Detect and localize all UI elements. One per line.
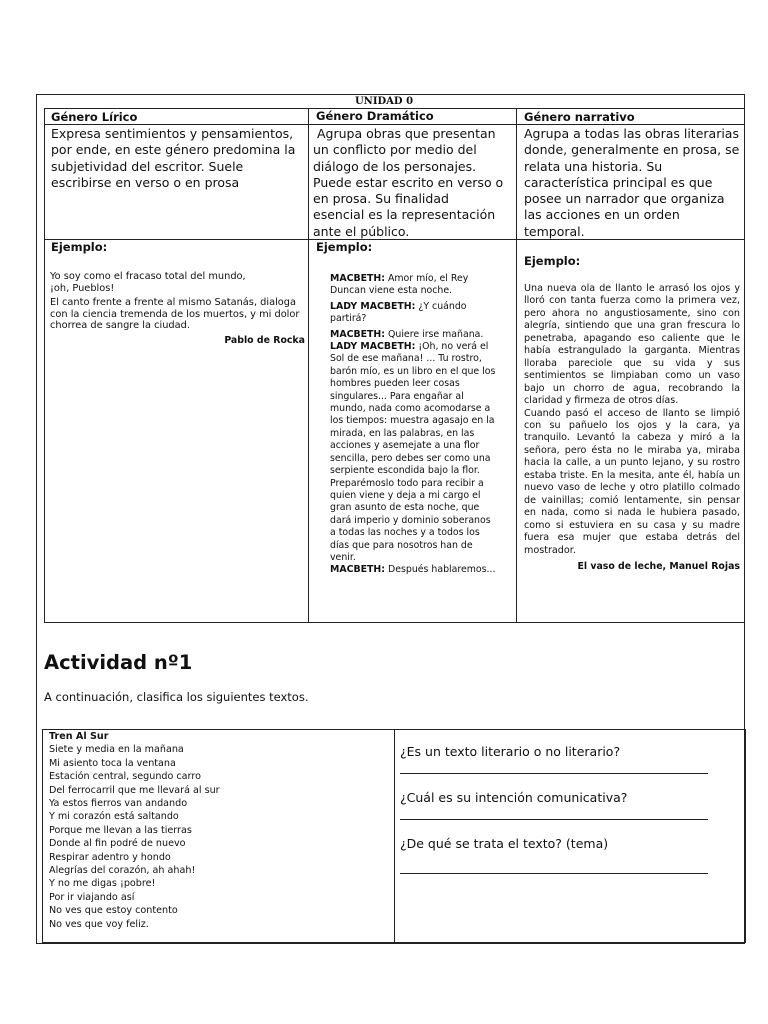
question-intention: ¿Cuál es su intención comunicativa? [400,790,628,805]
unit-title: UNIDAD 0 [354,96,414,107]
dialogue-speaker: MACBETH: [330,564,386,576]
lirico-signature: Pablo de Rocka [224,334,305,346]
poem-line: Del ferrocarril que me llevará al sur [49,784,220,796]
narrativo-example-text [524,283,740,573]
dialogue-line [330,564,496,576]
column-divider [516,109,517,622]
activity-title: Actividad nº1 [44,651,193,674]
dialogue-speaker: MACBETH: [330,328,386,340]
answer-line-literary[interactable] [400,773,708,774]
header-divider [45,124,744,125]
dialogue-line [330,301,496,326]
dialogue-text: Después hablaremos... [385,564,496,576]
poem-line: Respirar adentro y hondo [49,851,171,863]
question-literary: ¿Es un texto literario o no literario? [400,744,621,759]
dialogue-speaker: LADY MACBETH: [330,300,416,312]
lirico-example-text [50,271,305,347]
dramatico-example-text [330,273,496,577]
dramatico-example-label: Ejemplo: [316,240,373,254]
lirico-example-label: Ejemplo: [51,240,108,254]
poem-line: No ves que estoy contento [49,905,178,917]
poem-line: Ya estos fierros van andando [49,798,188,810]
lirico-example-paragraph: El canto frente a frente al mismo Satanás, dialoga con la ciencia tremenda de los muertos, y mi dolor chorrea de sangre la ciudad. [50,297,300,332]
dialogue-text: ¡Oh, no verá el Sol de ese mañana! ... Tu rostro, barón mío, es un libro en el que los hombres pueden leer cosas singulares... Para engañar al mundo, nada como acomodarse a los tiempos: muestra agasajo en la mirada, en las palabras, en las acciones y asemejate a una flor sencilla, pero debes ser como una serpiente escondida bajo la flor. Preparémoslo todo para recibir a quien viene y deja a mi cargo el gran asunto de esta noche, que dará imperio y dominio soberanos a todas las noches y a todos los días que para nosotros han de venir. [330,341,496,563]
dialogue-text: Amor mío, el Rey Duncan viene esta noche. [330,273,469,297]
dialogue-text: ¿Y cuándo partirá? [330,300,467,325]
poem-line: No ves que voy feliz. [49,918,149,930]
header-dramatico: Género Dramático [316,109,434,123]
poem [49,730,220,931]
poem-line: Siete y media en la mañana [49,744,184,756]
narrativo-paragraph: Cuando pasó el acceso de llanto se limpió con su pañuelo los ojos y la cara, ya tranquilo. Levantó la cabeza y miró a la señora, pero ésta no le miraba ya, miraba hacia la calle, a un punto lejano, y su rostro estaba triste. En la mesita, ante él, había un nuevo vaso de leche y otro platillo colmado de vainillas; comió lentamente, sin pensar en nada, como si nada le hubiera pasado, como si estuviera en su casa y su madre fuera esa mujer que estaba detrás del mostrador. [524,407,740,556]
activity-divider [394,730,395,942]
dialogue-speaker: MACBETH: [330,273,386,284]
answer-line-theme[interactable] [400,873,708,874]
poem-line: Por ir viajando así [49,891,135,903]
poem-title: Tren Al Sur [49,731,109,742]
lirico-description: Expresa sentimientos y pensamientos, por ende, en este género predomina la subjetividad del escritor. Suele escribirse en verso o en prosa [51,126,296,190]
dramatico-description: Agrupa obras que presentan un conflicto por medio del diálogo de los personajes. Puede estar escrito en verso o en prosa. Su finalidad esencial es la representación ante el público. [313,126,508,239]
activity-subtitle: A continuación, clasifica los siguientes textos. [44,690,309,704]
narrativo-example-label: Ejemplo: [524,254,581,268]
lirico-example-paragraph: Yo soy como el fracaso total del mundo, ¡oh, Pueblos! [50,271,246,294]
narrativo-description: Agrupa a todas las obras literarias donde, generalmente en prosa, se relata una historia. Su característica principal es que posee un narrador que organiza las acciones en un orden temporal. [524,126,740,239]
dialogue-line [330,329,496,341]
poem-line: Donde al fin podré de nuevo [49,838,186,850]
column-divider [308,109,309,622]
poem-line: Estación central, segundo carro [49,771,201,783]
dialogue-line [330,341,496,564]
narrativo-paragraph: Una nueva ola de llanto le arrasó los ojos y lloró con tanta fuerza como la primera vez, pero ahora no angustiosamente, sino con alegría, sintiendo que una gran frescura lo penetraba, apagando eso caliente que le había estrangulado la garganta. Mientras lloraba pareciole que su vida y sus sentimientos se limpiaban como un vaso bajo un chorro de agua, recobrando la claridad y firmeza de otros días. [524,283,740,407]
narrativo-signature: El vaso de leche, Manuel Rojas [577,560,740,572]
poem-line: Mi asiento toca la ventana [49,757,176,769]
dialogue-text: Quiere irse mañana. [385,328,484,340]
poem-line: Y mi corazón está saltando [49,811,179,823]
question-theme: ¿De qué se trata el texto? (tema) [400,836,609,851]
poem-line: Y no me digas ¡pobre! [49,878,156,890]
poem-line: Porque me llevan a las tierras [49,824,192,836]
answer-line-intention[interactable] [400,819,708,820]
dialogue-speaker: LADY MACBETH: [330,341,416,353]
header-lirico: Género Lírico [51,110,138,124]
header-narrativo: Género narrativo [524,110,635,124]
poem-line: Alegrías del corazón, ah ahah! [49,865,196,877]
dialogue-line [330,273,496,298]
